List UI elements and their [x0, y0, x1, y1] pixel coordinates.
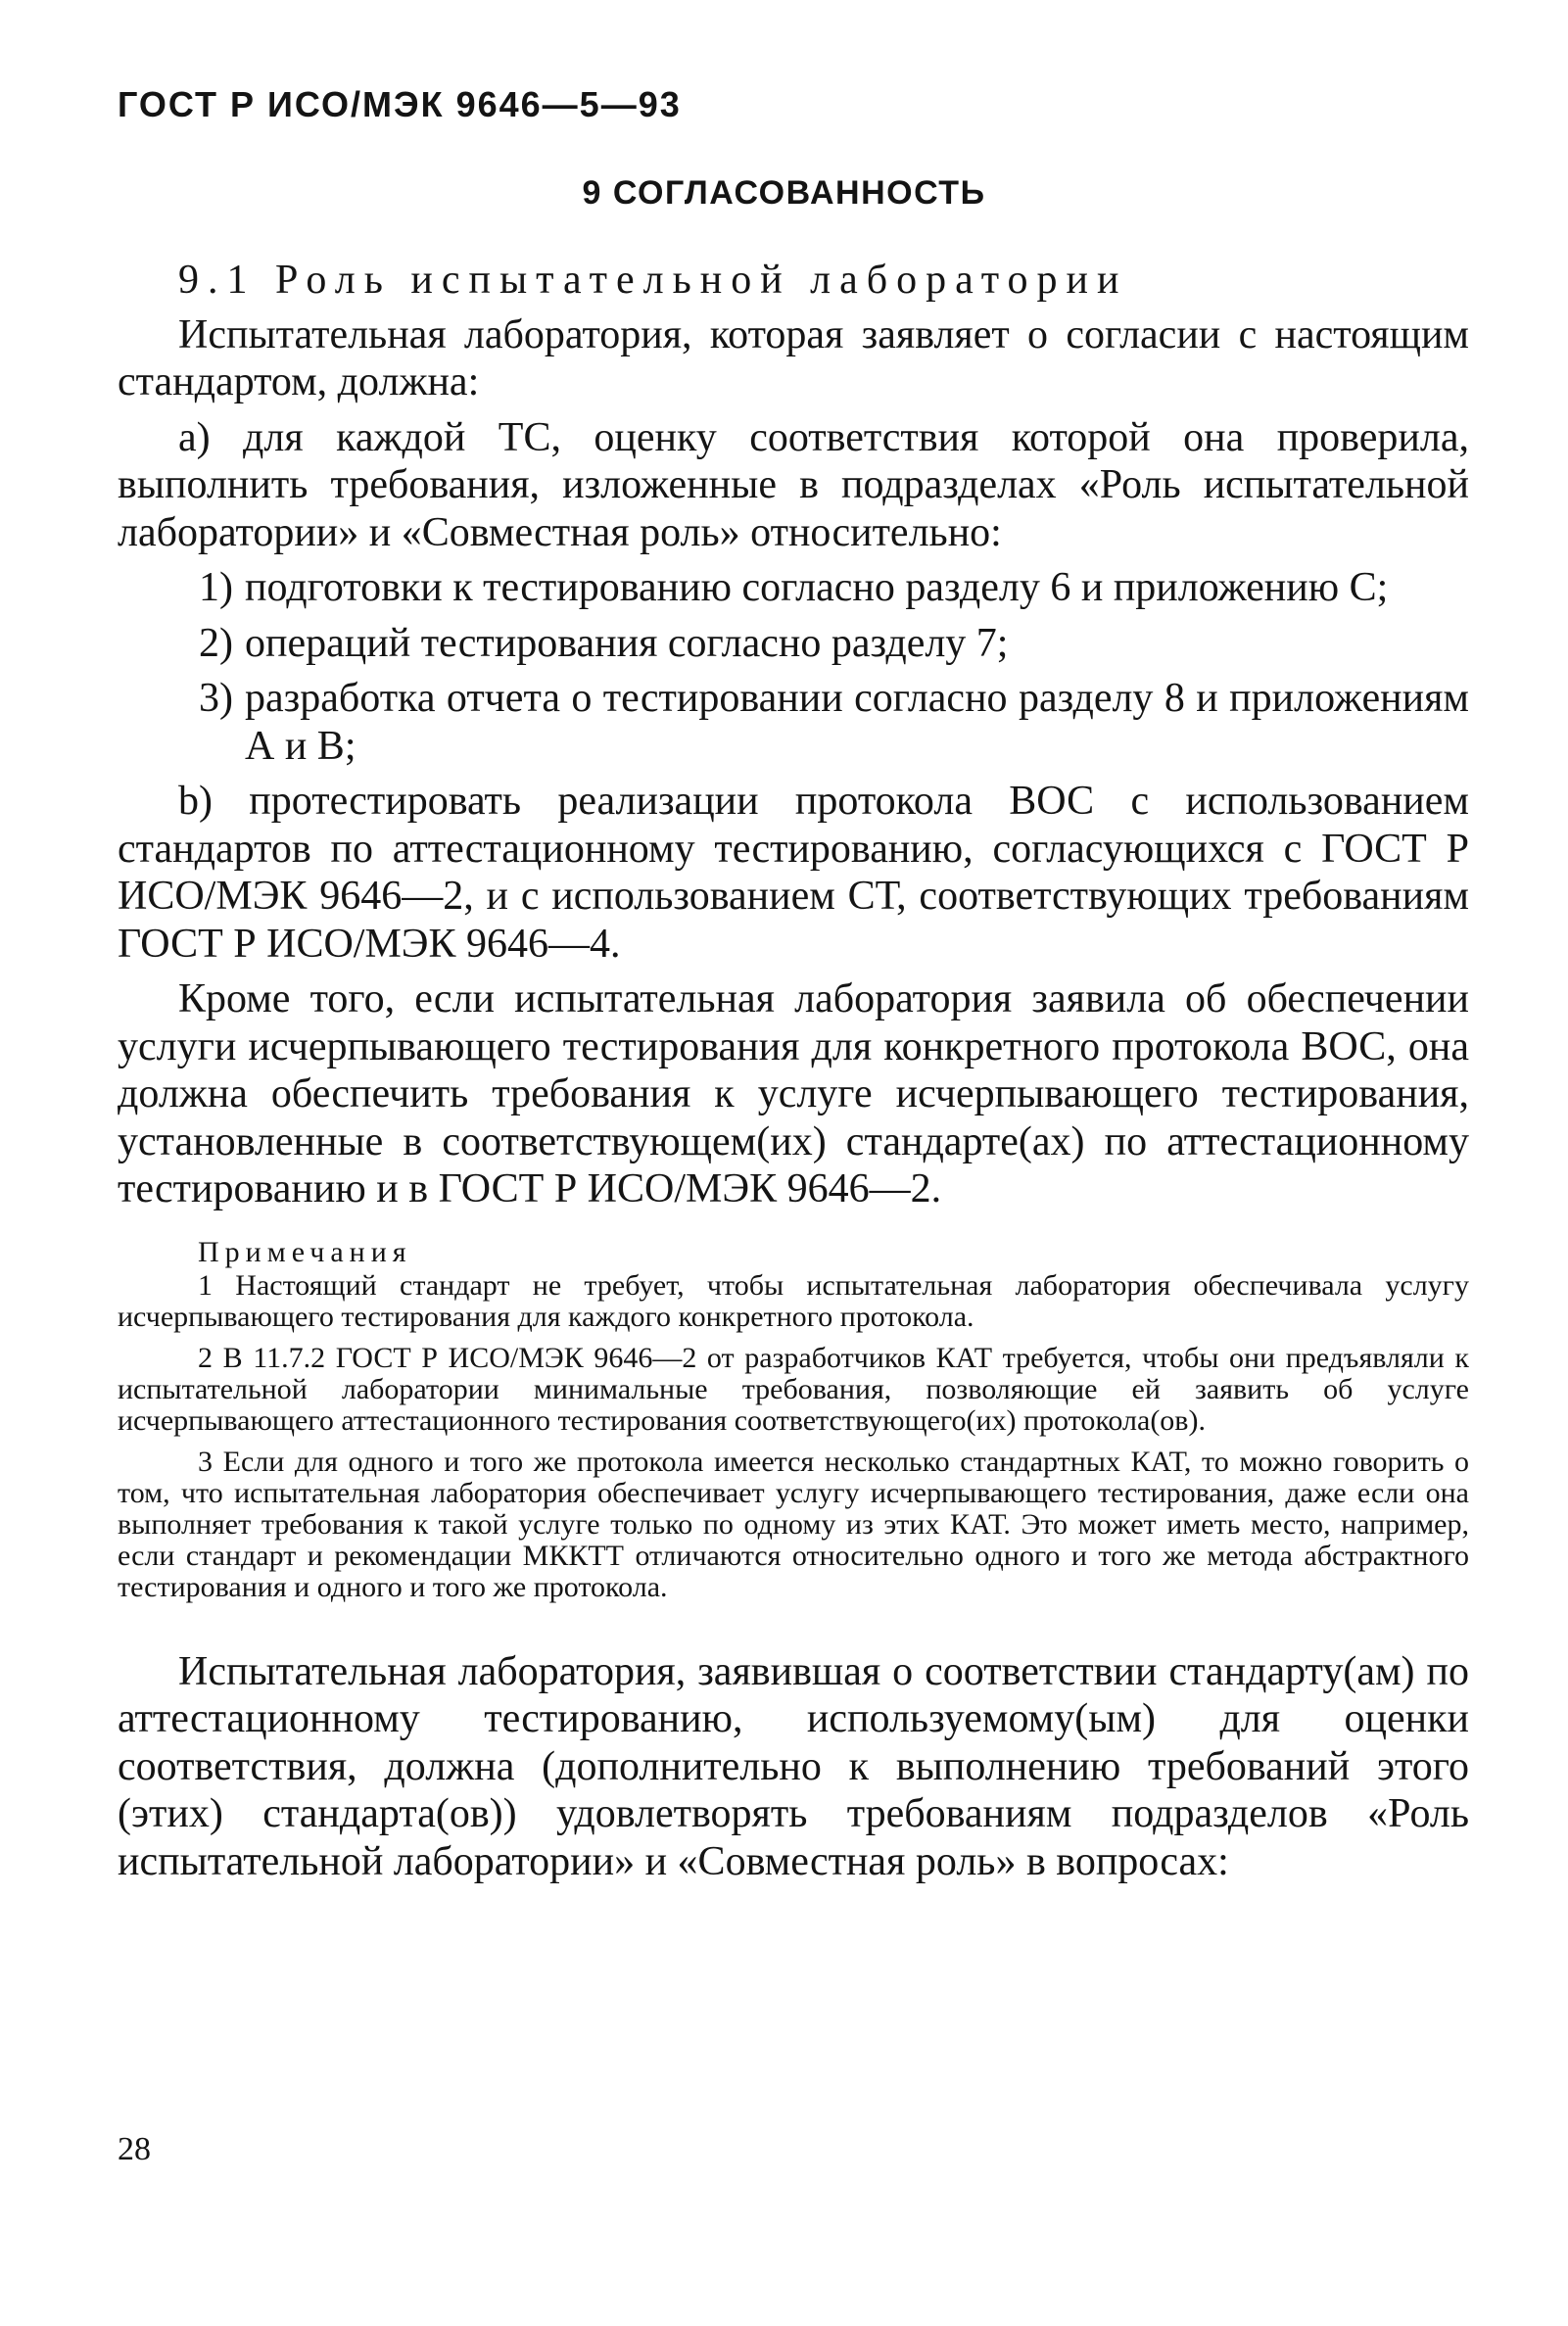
- intro-paragraph: Испытательная лаборатория, которая заявляет о согласии с настоящим стандартом, должна:: [118, 311, 1469, 404]
- list-item-text: подготовки к тестированию согласно разделу 6 и приложению С;: [245, 565, 1389, 610]
- item-b-paragraph: b) протестировать реализации протокола ВОС с использованием стандартов по аттестационному тестированию, согласующихся с ГОСТ Р ИСО/МЭК 9646—2, и с использованием СТ, соответствующих требованиям ГОСТ Р ИСО/МЭК 9646—4.: [118, 779, 1469, 967]
- document-header: ГОСТ Р ИСО/МЭК 9646—5—93: [118, 84, 682, 124]
- section-title: 9 СОГЛАСОВАННОСТЬ: [582, 174, 986, 212]
- list-item: [118, 564, 1469, 612]
- note-item: 1 Настоящий стандарт не требует, чтобы испытательная лаборатория обеспечивала услугу исчерпывающего тестирования для каждого конкретного протокола.: [118, 1268, 1469, 1333]
- final-paragraph: Испытательная лаборатория, заявившая о соответствии стандарту(ам) по аттестационному тестированию, используемому(ым) для оценки соответствия, должна (дополнительно к выполнению требований этого (этих) стандарта(ов)) удовлетворять требованиям подразделов «Роль испытательной лаборатории» и «Совместная роль» в вопросах:: [118, 1648, 1469, 1884]
- list-item: [118, 675, 1469, 770]
- list-item-number: 3): [199, 676, 233, 721]
- note-item: 3 Если для одного и того же протокола имеется несколько стандартных КАТ, то можно говорить о том, что испытательная лаборатория обеспечивает услугу исчерпывающего тестирования, даже если она выполняет требования к такой услуге только по одному из этих КАТ. Это может иметь место, например, если стандарт и рекомендации МККТТ отличаются относительно одного и того же метода абстрактного тестирования и одного и того же протокола.: [118, 1445, 1469, 1603]
- besides-paragraph: Кроме того, если испытательная лаборатория заявила об обеспечении услуги исчерпывающего тестирования для конкретного протокола ВОС, она должна обеспечить требования к услуге исчерпывающего тестирования, установленные в соответствующем(их) стандарте(ах) по аттестационному тестированию и в ГОСТ Р ИСО/МЭК 9646—2.: [118, 976, 1469, 1211]
- note-item: 2 В 11.7.2 ГОСТ Р ИСО/МЭК 9646—2 от разработчиков КАТ требуется, чтобы они предъявляли к испытательной лаборатории минимальные требования, позволяющие ей заявить об услуге исчерпывающего аттестационного тестирования соответствующего(их) протокола(ов).: [118, 1341, 1469, 1437]
- item-a-paragraph: а) для каждой ТС, оценку соответствия которой она проверила, выполнить требования, изложенные в подразделах «Роль испытательной лаборатории» и «Совместная роль» относительно:: [118, 414, 1469, 555]
- list-item-text: разработка отчета о тестировании согласно разделу 8 и приложениям А и В;: [245, 676, 1469, 769]
- notes-block: [118, 1237, 1469, 1603]
- notes-title: Примечания: [198, 1235, 412, 1268]
- main-content: [118, 257, 1469, 1893]
- list-item-number: 2): [199, 620, 233, 666]
- list-item-text: операций тестирования согласно разделу 7;: [245, 620, 1009, 666]
- list-item-number: 1): [199, 565, 233, 610]
- page-number: 28: [118, 2131, 151, 2167]
- subsection-heading: 9.1 Роль испытательной лаборатории: [178, 258, 1128, 303]
- list-item: [118, 620, 1469, 668]
